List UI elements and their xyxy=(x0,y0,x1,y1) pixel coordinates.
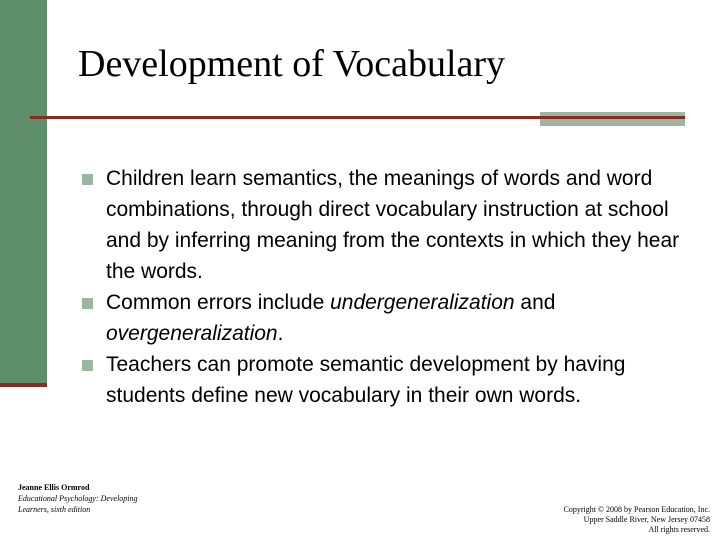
copyright-line-3: All rights reserved. xyxy=(648,525,710,534)
footer-copyright xyxy=(450,505,710,535)
emphasized-term: undergeneralization xyxy=(330,291,515,314)
square-bullet-icon xyxy=(82,360,93,371)
bullet-list xyxy=(82,163,682,411)
text-run: Common errors include xyxy=(106,291,331,314)
bullet-item xyxy=(82,287,682,349)
copyright-line-2: Upper Saddle River, New Jersey 07458 xyxy=(583,515,710,524)
title-rule-line-right xyxy=(540,116,685,119)
title-rule-green-block xyxy=(540,112,685,126)
text-run: . xyxy=(277,322,284,345)
bullet-item xyxy=(82,163,682,287)
square-bullet-icon xyxy=(82,174,93,185)
bullet-text xyxy=(106,353,625,407)
footer-citation xyxy=(18,482,218,515)
square-bullet-icon xyxy=(82,298,93,309)
bullet-text xyxy=(106,167,679,283)
text-run: Teachers can promote semantic development by having students define new vocabulary in their own words. xyxy=(106,353,626,407)
copyright-line-1: Copyright © 2008 by Pearson Education, Inc. xyxy=(563,505,710,514)
sidebar-accent-line xyxy=(0,383,47,387)
footer-author: Jeanne Ellis Ormrod xyxy=(18,483,90,492)
emphasized-term: overgeneralization xyxy=(106,322,278,345)
footer-book-line-2: Learners, sixth edition xyxy=(18,505,91,514)
footer-book-line-1: Educational Psychology: Developing xyxy=(18,494,138,503)
sidebar-decoration xyxy=(0,0,47,385)
text-run: Children learn semantics, the meanings of words and word combinations, through direct vocabulary instruction at school and by inferring meaning from the contexts in which they hear the words. xyxy=(106,167,680,283)
text-run: and xyxy=(514,291,556,314)
title-rule-line xyxy=(30,116,540,119)
bullet-item xyxy=(82,349,682,411)
bullet-text xyxy=(106,291,555,345)
slide-title: Development of Vocabulary xyxy=(78,43,506,85)
